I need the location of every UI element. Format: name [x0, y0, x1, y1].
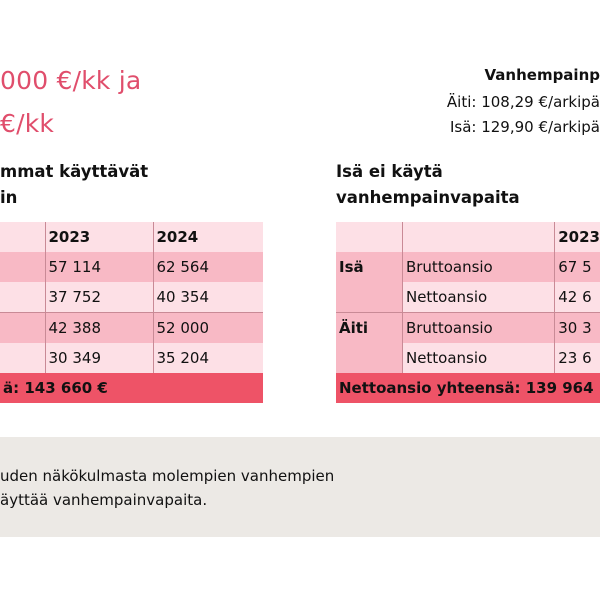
- left-income-table: [0, 222, 263, 403]
- table-row: [0, 252, 263, 282]
- table-total-row: [336, 373, 600, 403]
- value-2023: 37 752: [45, 282, 153, 313]
- table-header-row: [0, 222, 263, 252]
- table-row: [336, 313, 600, 344]
- row-label: [0, 282, 45, 313]
- income-value: 23 6: [555, 343, 600, 373]
- table-row: [0, 282, 263, 313]
- table-row: [336, 252, 600, 282]
- header-year: 2023: [555, 222, 600, 252]
- net-income-total: ä: 143 660 €: [0, 373, 263, 403]
- left-section-title-line-2: in: [0, 188, 18, 207]
- table-header-row: [336, 222, 600, 252]
- allowance-info-title: Vanhempainp: [484, 66, 600, 84]
- summary-note-box: [0, 437, 600, 537]
- value-2023: 57 114: [45, 252, 153, 282]
- table-total-row: [0, 373, 263, 403]
- summary-note-line-1: uden näkökulmasta molempien vanhempien: [0, 467, 335, 485]
- headline-line-2: €/kk: [0, 109, 55, 138]
- left-section-title-line-1: mmat käyttävät: [0, 162, 149, 181]
- net-income-total: Nettoansio yhteensä: 139 964: [336, 373, 600, 403]
- income-type: Bruttoansio: [402, 313, 554, 344]
- income-type: Nettoansio: [402, 282, 554, 313]
- value-2024: 62 564: [153, 252, 263, 282]
- left-section-title: [0, 159, 148, 211]
- right-section-title: [336, 159, 520, 211]
- header-cell: [336, 222, 402, 252]
- header-cell: [0, 222, 45, 252]
- headline-line-1: 000 €/kk ja: [0, 66, 142, 95]
- right-section-title-line-1: Isä ei käytä: [336, 162, 443, 181]
- allowance-father: Isä: 129,90 €/arkipä: [449, 118, 600, 136]
- summary-note-line-2: äyttää vanhempainvapaita.: [0, 491, 208, 509]
- header-cell: [402, 222, 554, 252]
- income-value: 67 5: [555, 252, 600, 282]
- table-row: [0, 313, 263, 344]
- value-2024: 35 204: [153, 343, 263, 373]
- right-section-title-line-2: vanhempainvapaita: [336, 188, 520, 207]
- header-cell: 2023: [45, 222, 153, 252]
- right-income-table: [336, 222, 600, 403]
- income-value: 30 3: [555, 313, 600, 344]
- income-type: Nettoansio: [402, 343, 554, 373]
- income-value: 42 6: [555, 282, 600, 313]
- value-2023: 30 349: [45, 343, 153, 373]
- row-label: [0, 313, 45, 344]
- row-label: [0, 252, 45, 282]
- value-2024: 40 354: [153, 282, 263, 313]
- income-type: Bruttoansio: [402, 252, 554, 282]
- value-2024: 52 000: [153, 313, 263, 344]
- row-label: [0, 343, 45, 373]
- group-label-mother: Äiti: [336, 313, 402, 374]
- header-cell: 2024: [153, 222, 263, 252]
- allowance-mother: Äiti: 108,29 €/arkipä: [446, 93, 600, 111]
- group-label-father: Isä: [336, 252, 402, 313]
- table-row: [0, 343, 263, 373]
- value-2023: 42 388: [45, 313, 153, 344]
